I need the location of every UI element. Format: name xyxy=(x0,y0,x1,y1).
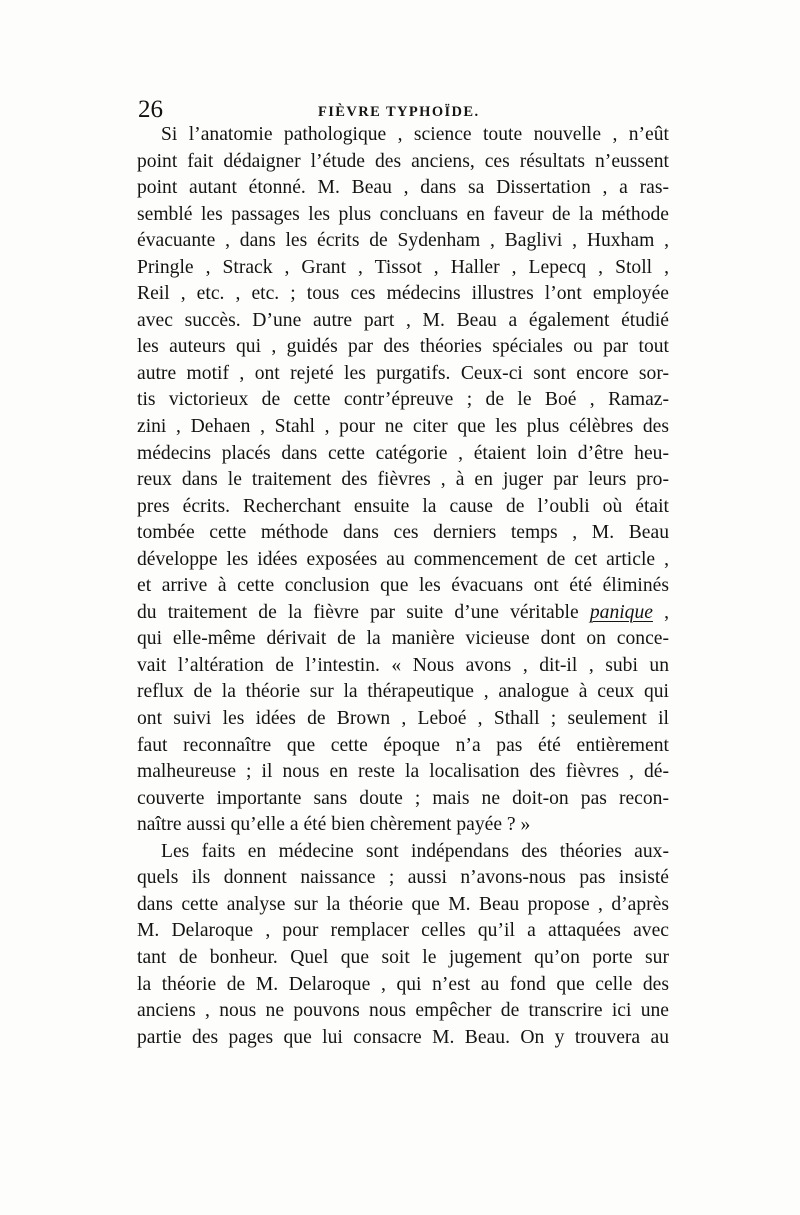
text-line: autre motif , ont rejeté les purgatifs. Ceux-ci sont encore sor- xyxy=(137,362,669,384)
text-line: avec succès. D’une autre part , M. Beau a également étudié xyxy=(137,309,669,331)
text-line: évacuante , dans les écrits de Sydenham , Baglivi , Huxham , xyxy=(137,230,669,252)
text-line: pres écrits. Recherchant ensuite la cause de l’oubli où était xyxy=(137,495,669,517)
running-title: FIÈVRE TYPHOÏDE. xyxy=(318,104,480,120)
text-line: point autant étonné. M. Beau , dans sa Dissertation , a ras- xyxy=(137,177,669,199)
text-line: couverte importante sans doute ; mais ne doit-on pas recon- xyxy=(137,787,669,809)
text-line: dans cette analyse sur la théorie que M. Beau propose , d’après xyxy=(137,893,669,915)
text-line: développe les idées exposées au commencement de cet article , xyxy=(137,548,669,570)
text-line: Pringle , Strack , Grant , Tissot , Haller , Lepecq , Stoll , xyxy=(137,256,669,278)
text-line: tant de bonheur. Quel que soit le jugement qu’on porte sur xyxy=(137,946,669,968)
text-line: qui elle-même dérivait de la manière vicieuse dont on conce- xyxy=(137,628,669,650)
text-line: malheureuse ; il nous en reste la localisation des fièvres , dé- xyxy=(137,761,669,783)
text-line: Si l’anatomie pathologique , science toute nouvelle , n’eût xyxy=(161,124,669,145)
text-segment: du traitement de la fièvre par suite d’une véritable xyxy=(137,601,579,623)
text-line: faut reconnaître que cette époque n’a pas été entièrement xyxy=(137,734,669,756)
text-line-with-emphasis xyxy=(137,600,669,627)
text-line: tombée cette méthode dans ces derniers temps , M. Beau xyxy=(137,522,669,544)
text-line: reux dans le traitement des fièvres , à en juger par leurs pro- xyxy=(137,469,669,491)
text-line: tis victorieux de cette contr’épreuve ; de le Boé , Ramaz- xyxy=(137,389,669,411)
text-line: point fait dédaigner l’étude des anciens, ces résultats n’eussent xyxy=(137,150,669,172)
text-line: semblé les passages les plus concluans en faveur de la méthode xyxy=(137,203,669,225)
text-line: Les faits en médecine sont indépendans des théories aux- xyxy=(161,840,669,862)
text-line: et arrive à cette conclusion que les évacuans ont été éliminés xyxy=(137,575,669,597)
text-line: zini , Dehaen , Stahl , pour ne citer que les plus célèbres des xyxy=(137,416,669,438)
body-text xyxy=(137,122,669,1051)
page-number: 26 xyxy=(138,96,163,123)
text-line: quels ils donnent naissance ; aussi n’avons-nous pas insisté xyxy=(137,867,669,889)
text-line: naître aussi qu’elle a été bien chèrement payée ? » xyxy=(137,814,531,836)
emphasized-word: panique xyxy=(589,601,653,623)
text-line: la théorie de M. Delaroque , qui n’est au fond que celle des xyxy=(137,973,669,995)
text-line: vait l’altération de l’intestin. « Nous avons , dit-il , subi un xyxy=(137,654,669,676)
text-line: reflux de la théorie sur la thérapeutique , analogue à ceux qui xyxy=(137,681,669,703)
text-line: Reil , etc. , etc. ; tous ces médecins illustres l’ont employée xyxy=(137,283,669,305)
text-line: partie des pages que lui consacre M. Beau. On y trouvera au xyxy=(137,1026,669,1048)
text-line: anciens , nous ne pouvons nous empêcher de transcrire ici une xyxy=(137,1000,669,1022)
text-line: médecins placés dans cette catégorie , étaient loin d’être heu- xyxy=(137,442,669,464)
text-line: M. Delaroque , pour remplacer celles qu’il a attaquées avec xyxy=(137,920,669,942)
text-line: les auteurs qui , guidés par des théories spéciales ou par tout xyxy=(137,336,669,358)
text-segment: , xyxy=(652,601,670,623)
text-line: ont suivi les idées de Brown , Leboé , Sthall ; seulement il xyxy=(137,708,669,730)
